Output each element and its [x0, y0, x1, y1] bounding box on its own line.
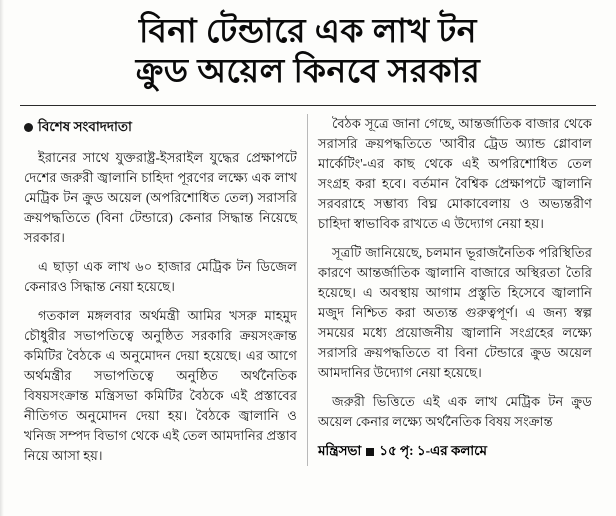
- continuation-line: [318, 441, 592, 463]
- paragraph: জরুরী ভিত্তিতে এই এক লাখ মেট্রিক টন ক্রুড অয়েল কেনার লক্ষ্যে অর্থনৈতিক বিষয় সংক্রান্ত: [318, 394, 592, 430]
- page-title: [14, 10, 602, 93]
- continuation-reference: ১৫ পৃ: ১-এর কলামে: [379, 443, 487, 459]
- filled-square-icon: [366, 448, 374, 456]
- headline-line-2: ক্রুড অয়েল কিনবে সরকার: [135, 54, 481, 91]
- paragraph: ইরানের সাথে যুক্তরাষ্ট্র-ইসরাইল যুদ্ধের প্রেক্ষাপটে দেশের জরুরী জ্বালানি চাহিদা পূরণের লক্ষ্যে এক লাখ মেট্রিক টন ক্রুড অয়েল (অপরিশোধিত তেল) সরাসরি ক্রয়পদ্ধতিতে (বিনা টেন্ডারে) কেনার সিদ্ধান্ত নিয়েছে সরকার।: [24, 149, 297, 245]
- page-edge-shadow: [0, 0, 4, 516]
- article-column-left: [14, 114, 308, 466]
- paragraph: বৈঠক সূত্রে জানা গেছে, আন্তর্জাতিক বাজার থেকে সরাসরি ক্রয়পদ্ধতিতে 'আবীর ট্রেড অ্যান্ড গ্লোবাল মার্কেটিং'-এর কাছ থেকে এই অপরিশোধিত তেল সংগ্রহ করা হবে। বর্তমান বৈশ্বিক প্রেক্ষাপটে জ্বালানি সরবরাহে সম্ভাব্য বিঘ্ন মোকাবেলায় ও অভ্যন্তরীণ চাহিদা স্বাভাবিক রাখতে এ উদ্যোগ নেয়া হয়।: [318, 115, 592, 231]
- paragraph: সূত্রটি জানিয়েছে, চলমান ভূরাজনৈতিক পরিস্থিতির কারণে আন্তর্জাতিক জ্বালানি বাজারে অস্থিরতা তৈরি হয়েছে। এ অবস্থায় আগাম প্রস্তুতি হিসেবে জ্বালানি মজুদ নিশ্চিত করা অত্যন্ত গুরুত্বপূর্ণ। এ জন্য স্বল্প সময়ের মধ্যে প্রয়োজনীয় জ্বালানি সংগ্রহের লক্ষ্যে সরাসরি ক্রয়পদ্ধতিতে বা বিনা টেন্ডারে ক্রুড অয়েল আমদানির উদ্যোগ নেয়া হয়েছে।: [318, 244, 592, 381]
- byline-text: বিশেষ সংবাদদাতা: [38, 118, 132, 134]
- paragraph: গতকাল মঙ্গলবার অর্থমন্ত্রী আমির খসরু মাহমুদ চৌধুরীর সভাপতিত্বে অনুষ্ঠিত সরকারি ক্রয়সংক্রান্ত কমিটির বৈঠকে এ অনুমোদন দেয়া হয়েছে। এর আগে অর্থমন্ত্রীর সভাপতিত্বে অনুষ্ঠিত অর্থনৈতিক বিষয়সংক্রান্ত মন্ত্রিসভা কমিটির বৈঠকে এই প্রস্তাবের নীতিগত অনুমোদন দেয়া হয়। বৈঠকে জ্বালানি ও খনিজ সম্পদ বিভাগ থেকে এই তেল আমদানির প্রস্তাব নিয়ে আসা হয়।: [24, 307, 297, 464]
- paragraph: এ ছাড়া এক লাখ ৬০ হাজার মেট্রিক টন ডিজেল কেনারও সিদ্ধান্ত নেয়া হয়েছে।: [24, 258, 297, 294]
- byline: [24, 116, 297, 139]
- article-column-right: [308, 114, 602, 466]
- filled-circle-icon: [24, 123, 33, 132]
- article-columns: [14, 114, 602, 466]
- continuation-label: মন্ত্রিসভা: [318, 443, 362, 459]
- headline-line-1: বিনা টেন্ডারে এক লাখ টন: [139, 14, 477, 50]
- headline-divider: [20, 105, 596, 106]
